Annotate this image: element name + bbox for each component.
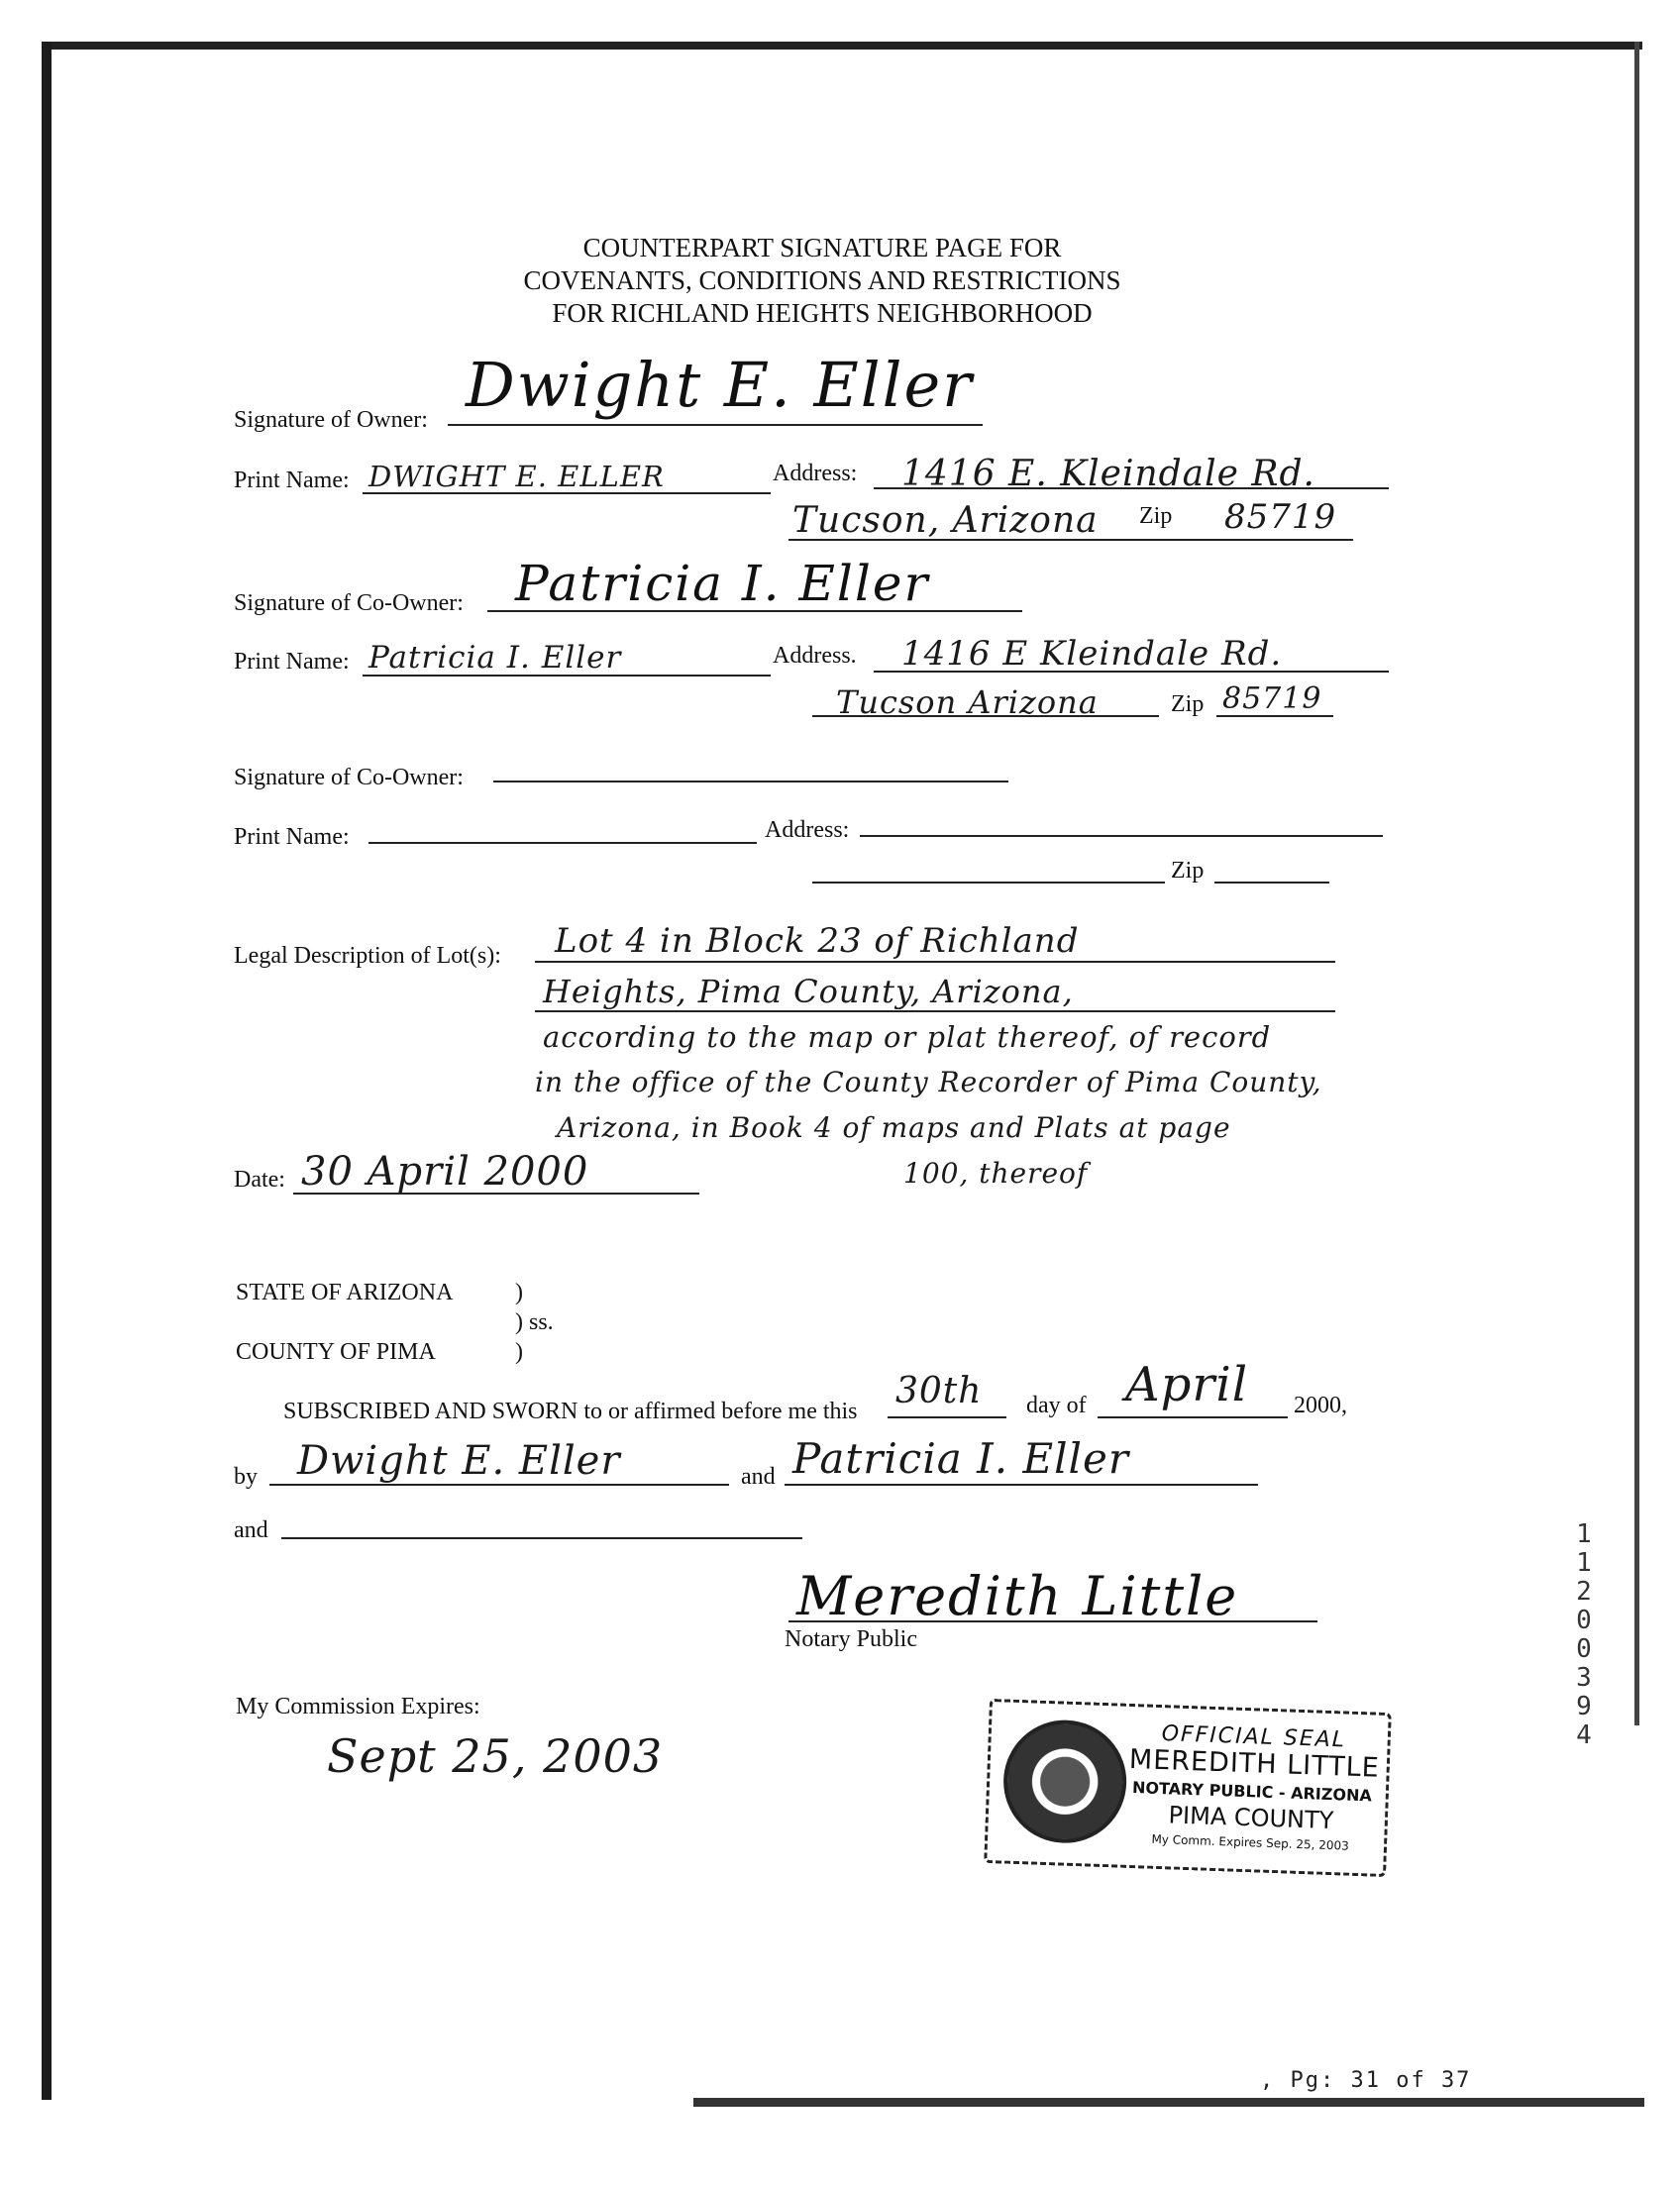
owner-signature-line — [448, 424, 983, 426]
legal-description-rule-2 — [535, 1010, 1335, 1012]
date-label: Date: — [234, 1167, 285, 1193]
recording-number-digit: 1 — [1576, 1519, 1592, 1549]
sworn-day: 30th — [895, 1371, 983, 1411]
legal-description-line-4: in the office of the County Recorder of Pima County, — [535, 1066, 1322, 1098]
owner-print-name-line — [363, 492, 771, 494]
title-line-2: COVENANTS, CONDITIONS AND RESTRICTIONS — [523, 265, 1121, 295]
seal-line-3: NOTARY PUBLIC - ARIZONA — [1131, 1778, 1373, 1806]
legal-description-line-3: according to the map or plat thereof, of record — [543, 1020, 1272, 1054]
recording-number-digit: 0 — [1576, 1634, 1592, 1664]
page-border-bottom — [693, 2098, 1644, 2107]
owner-address-label: Address: — [773, 461, 858, 486]
recording-number-digit: 3 — [1576, 1663, 1592, 1693]
legal-description-label: Legal Description of Lot(s): — [234, 943, 501, 969]
title-line-3: FOR RICHLAND HEIGHTS NEIGHBORHOOD — [552, 298, 1093, 328]
sworn-text: SUBSCRIBED AND SWORN to or affirmed before me this — [283, 1399, 858, 1424]
page-border-left — [42, 42, 52, 2100]
co-owner-2-print-name-line — [368, 842, 757, 844]
and-label: and — [741, 1464, 776, 1490]
co-owner-1-print-name: Patricia I. Eller — [368, 640, 622, 676]
legal-description-line-1: Lot 4 in Block 23 of Richland — [555, 921, 1080, 961]
state-bracket: ) — [515, 1280, 523, 1305]
seal-line-4: PIMA COUNTY — [1168, 1801, 1334, 1835]
sworn-year: 2000, — [1294, 1393, 1347, 1418]
legal-description-rule-1 — [535, 961, 1335, 963]
county-label: COUNTY OF PIMA — [236, 1339, 436, 1365]
by-name-2-line — [785, 1484, 1258, 1486]
commission-label: My Commission Expires: — [236, 1694, 480, 1719]
state-seal-icon — [1001, 1718, 1128, 1845]
co-owner-2-zip-line — [1214, 882, 1329, 884]
co-owner-1-signature: Patricia I. Eller — [515, 555, 930, 612]
notary-public-label: Notary Public — [785, 1626, 917, 1652]
seal-line-2: MEREDITH LITTLE — [1128, 1743, 1381, 1784]
co-owner-2-address-line-2 — [812, 882, 1165, 884]
day-of-label: day of — [1026, 1393, 1087, 1418]
owner-address-line-1-rule — [874, 487, 1389, 489]
sworn-month-line — [1098, 1416, 1288, 1418]
owner-zip: 85719 — [1224, 497, 1337, 537]
owner-print-name: DWIGHT E. ELLER — [368, 460, 665, 493]
co-owner-1-address-line-1-rule — [874, 671, 1389, 673]
owner-address-line-2: Tucson, Arizona — [792, 500, 1099, 541]
official-seal-stamp — [984, 1699, 1392, 1877]
owner-address-line-2-rule — [788, 539, 1353, 541]
legal-description-line-5: Arizona, in Book 4 of maps and Plats at page — [557, 1111, 1231, 1144]
co-owner-1-address-label: Address. — [773, 643, 857, 669]
co-owner-1-address-line-1: 1416 E Kleindale Rd. — [901, 634, 1283, 674]
date-line — [293, 1193, 699, 1195]
page-border-top — [52, 42, 1642, 50]
co-owner-1-address-line-2-underline — [812, 715, 1159, 717]
ss-label: ) ss. — [515, 1309, 554, 1335]
owner-signature: Dwight E. Eller — [466, 349, 974, 421]
and-2-label: and — [234, 1517, 268, 1543]
sworn-month: April — [1125, 1357, 1249, 1412]
co-owner-2-address-label: Address: — [765, 817, 850, 843]
co-owner-1-address-line-2: Tucson Arizona — [836, 683, 1099, 721]
co-owner-1-signature-label: Signature of Co-Owner: — [234, 590, 464, 616]
by-name-1: Dwight E. Eller — [297, 1438, 621, 1484]
recording-number-digit: 1 — [1576, 1548, 1592, 1578]
recording-number-digit: 4 — [1576, 1720, 1592, 1750]
owner-zip-label: Zip — [1139, 503, 1173, 529]
recording-number-digit: 0 — [1576, 1606, 1592, 1635]
co-owner-2-zip-label: Zip — [1171, 858, 1205, 884]
co-owner-1-print-name-label: Print Name: — [234, 649, 350, 675]
date-value: 30 April 2000 — [301, 1149, 589, 1195]
by-name-2: Patricia I. Eller — [792, 1434, 1129, 1483]
notary-signature-line — [788, 1620, 1317, 1622]
page-number: , Pg: 31 of 37 — [1260, 2068, 1472, 2093]
co-owner-2-signature-label: Signature of Co-Owner: — [234, 765, 464, 790]
owner-address-line-1: 1416 E. Kleindale Rd. — [901, 454, 1316, 494]
co-owner-2-address-line-1 — [860, 835, 1383, 837]
co-owner-1-zip: 85719 — [1222, 681, 1322, 716]
co-owner-1-signature-line — [487, 610, 1022, 612]
and-2-line — [281, 1537, 802, 1539]
co-owner-1-zip-label: Zip — [1171, 691, 1205, 717]
document-title — [0, 232, 1644, 330]
recording-number-digit: 9 — [1576, 1692, 1592, 1721]
recording-number-digit: 2 — [1576, 1577, 1592, 1607]
co-owner-1-zip-line — [1216, 715, 1333, 717]
sworn-day-line — [888, 1416, 1006, 1418]
co-owner-1-print-name-line — [363, 675, 771, 677]
owner-signature-label: Signature of Owner: — [234, 407, 428, 433]
commission-value: Sept 25, 2003 — [327, 1729, 664, 1783]
by-label: by — [234, 1464, 258, 1490]
title-line-1: COUNTERPART SIGNATURE PAGE FOR — [582, 233, 1062, 262]
state-label: STATE OF ARIZONA — [236, 1280, 454, 1305]
county-bracket: ) — [515, 1339, 523, 1365]
by-name-1-line — [269, 1484, 729, 1486]
recording-number-stamp — [1569, 1520, 1599, 1750]
co-owner-2-print-name-label: Print Name: — [234, 824, 350, 850]
co-owner-2-signature-line — [493, 781, 1008, 782]
owner-print-name-label: Print Name: — [234, 468, 350, 493]
seal-line-5: My Comm. Expires Sep. 25, 2003 — [1151, 1831, 1350, 1853]
legal-description-line-2: Heights, Pima County, Arizona, — [543, 973, 1074, 1010]
legal-description-line-6: 100, thereof — [903, 1157, 1089, 1190]
notary-signature: Meredith Little — [796, 1565, 1239, 1627]
seal-line-1: OFFICIAL SEAL — [1161, 1721, 1347, 1753]
